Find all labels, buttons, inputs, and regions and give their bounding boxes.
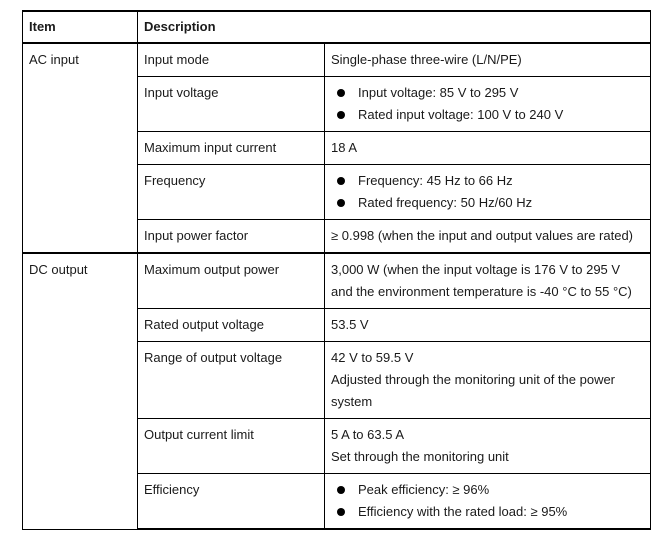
header-item: Item (23, 11, 138, 43)
value-line: 42 V to 59.5 V (331, 350, 414, 365)
value-line: 18 A (331, 140, 358, 155)
specification-table (22, 10, 651, 530)
item-ac-input: AC input (23, 43, 138, 253)
table-row (23, 253, 651, 309)
bullet-item: Rated frequency: 50 Hz/60 Hz (331, 192, 644, 214)
table-header-row (23, 11, 651, 43)
value-line: 5 A to 63.5 A (331, 427, 405, 442)
value-line: Single-phase three-wire (L/N/PE) (331, 52, 522, 67)
param-max-input-current: Maximum input current (138, 132, 325, 165)
value-cell (325, 309, 651, 342)
bullet-item: Peak efficiency: ≥ 96% (331, 479, 644, 501)
bullet-item: Frequency: 45 Hz to 66 Hz (331, 170, 644, 192)
value-cell (325, 77, 651, 132)
value-line: 53.5 V (331, 317, 369, 332)
bullet-item: Rated input voltage: 100 V to 240 V (331, 104, 644, 126)
value-line: ≥ 0.998 (when the input and output values are rated) (331, 228, 634, 243)
value-cell (325, 342, 651, 419)
item-dc-output: DC output (23, 253, 138, 529)
param-efficiency: Efficiency (138, 474, 325, 530)
bullet-item: Input voltage: 85 V to 295 V (331, 82, 644, 104)
value-cell (325, 132, 651, 165)
param-output-current-limit: Output current limit (138, 419, 325, 474)
header-description: Description (138, 11, 651, 43)
value-cell (325, 253, 651, 309)
value-line: Set through the monitoring unit (331, 449, 509, 464)
value-cell (325, 419, 651, 474)
value-line: Adjusted through the monitoring unit of the power system (331, 372, 616, 409)
param-frequency: Frequency (138, 165, 325, 220)
value-line: 3,000 W (when the input voltage is 176 V to 295 V and the environment temperature is -40 °C to 55 °C) (331, 262, 632, 299)
param-max-output-power: Maximum output power (138, 253, 325, 309)
spec-page (22, 10, 650, 548)
value-cell (325, 474, 651, 530)
bullet-item: Efficiency with the rated load: ≥ 95% (331, 501, 644, 523)
param-input-power-factor: Input power factor (138, 220, 325, 254)
table-row (23, 43, 651, 77)
value-cell (325, 43, 651, 77)
param-output-voltage-range: Range of output voltage (138, 342, 325, 419)
value-cell (325, 165, 651, 220)
param-input-mode: Input mode (138, 43, 325, 77)
param-input-voltage: Input voltage (138, 77, 325, 132)
value-cell (325, 220, 651, 254)
param-rated-output-voltage: Rated output voltage (138, 309, 325, 342)
